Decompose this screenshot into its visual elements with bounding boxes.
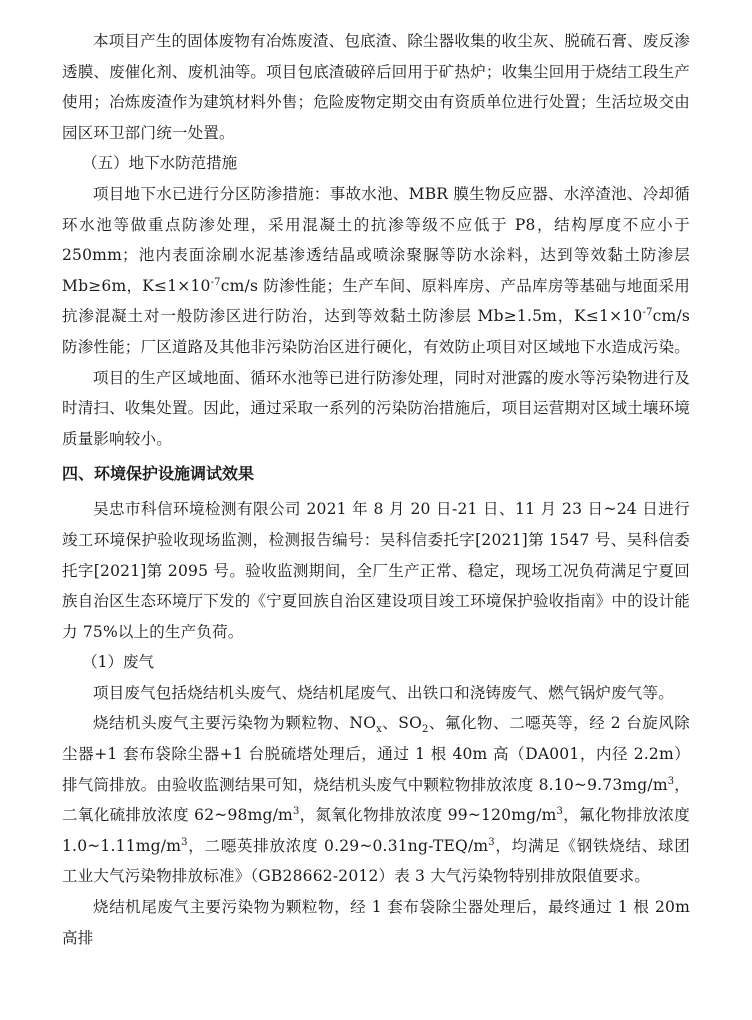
waste-gas-subheading: （1）废气 bbox=[82, 653, 155, 672]
sinter-text-b: 、SO bbox=[381, 714, 423, 733]
waste-gas-intro-paragraph: 项目废气包括烧结机头废气、烧结机尾废气、出铁口和浇铸废气、燃气锅炉废气等。 bbox=[93, 683, 674, 702]
sinter-text-e: ，氮氧化物排放浓度 99~120mg/m bbox=[299, 806, 557, 825]
superscript: -7 bbox=[642, 307, 653, 319]
groundwater-text-b: cm/s 防渗性能；生产车间、原料库房、产品库房等基础与地面采用抗渗混凝土对一般防渗区进行防治，达到等效黏土防渗层 Mb≥1.5m，K≤1×10 bbox=[62, 276, 690, 326]
groundwater-text-c: cm/s 防渗性能；厂区道路及其他非污染防治区进行硬化，有效防止项目对区域地下水造成污染。 bbox=[62, 307, 691, 356]
subscript: 2 bbox=[422, 724, 429, 736]
sinter-text-f: ，氟化物排放浓度 1.0~1.11mg/m bbox=[62, 806, 690, 855]
sinter-text-h: ，均满足《钢铁烧结、球团工业大气污染物排放标准》（GB28662-2012）表 3 大气污染物特别排放限值要求。 bbox=[62, 836, 691, 886]
sinter-tail-paragraph: 烧结机尾废气主要污染物为颗粒物，经 1 套布袋除尘器处理后，最终通过 1 根 20m 高排 bbox=[62, 898, 690, 947]
section-4-heading: 四、环境保护设施调试效果 bbox=[62, 464, 255, 484]
monitoring-paragraph: 吴忠市科信环境检测有限公司 2021 年 8 月 20 日-21 日、11 月 23 日~24 日进行竣工环境保护验收现场监测，检测报告编号：吴科信委托字[2021]第 1547 号、吴科信委托字[2021]第 2095 号。验收监测期间，全厂生产正常、稳定，现场工况负荷满足宁夏回族自治区生态环境厅下发的《宁夏回族自治区建设项目竣工环境保护验收指南》中的设计能力 75%以上的生产负荷。 bbox=[62, 500, 691, 641]
sinter-text-d: ，二氧化硫排放浓度 62~98mg/m bbox=[62, 775, 690, 825]
groundwater-text-a: 项目地下水已进行分区防渗措施：事故水池、MBR 膜生物反应器、水淬渣池、冷却循环水池等做重点防渗处理，采用混凝土的抗渗等级不应低于 P8，结构厚度不应小于 250mm；池内表面涂刷水泥基渗透结晶或喷涂聚脲等防水涂料，达到等效黏土防渗层 Mb≥6m，K≤1×10 bbox=[62, 184, 690, 295]
groundwater-paragraph bbox=[62, 179, 690, 363]
sinter-head-paragraph bbox=[62, 708, 690, 892]
groundwater-subheading: （五）地下水防范措施 bbox=[82, 154, 238, 173]
superscript: 3 bbox=[667, 775, 675, 787]
sinter-text-g: ，二噁英排放浓度 0.29~0.31ng-TEQ/m bbox=[187, 836, 489, 855]
soil-paragraph: 项目的生产区域地面、循环水池等已进行防渗处理，同时对泄露的废水等污染物进行及时清扫、收集处置。因此，通过采取一系列的污染防治措施后，项目运营期对区域土壤环境质量影响较小。 bbox=[62, 368, 691, 448]
superscript: 3 bbox=[556, 806, 564, 818]
sinter-text-c: 、氟化物、二噁英等，经 2 台旋风除尘器+1 套布袋除尘器+1 台脱硫塔处理后，通过 1 根 40m 高（DA001，内径 2.2m）排气筒排放。由验收监测结果可知，烧结机头废气中颗粒物排放浓度 8.10~9.73mg/m bbox=[62, 714, 690, 794]
superscript: 3 bbox=[181, 836, 188, 848]
sinter-text-a: 烧结机头废气主要污染物为颗粒物、NO bbox=[93, 714, 377, 733]
superscript: -7 bbox=[210, 276, 221, 288]
superscript: 3 bbox=[292, 806, 300, 818]
superscript: 3 bbox=[488, 836, 495, 848]
solid-waste-paragraph: 本项目产生的固体废物有冶炼废渣、包底渣、除尘器收集的收尘灰、脱硫石膏、废反渗透膜、废催化剂、废机油等。项目包底渣破碎后回用于矿热炉；收集尘回用于烧结工段生产使用；冶炼废渣作为建筑材料外售；危险废物定期交由有资质单位进行处置；生活垃圾交由园区环卫部门统一处置。 bbox=[62, 32, 691, 142]
subscript: x bbox=[376, 724, 382, 736]
